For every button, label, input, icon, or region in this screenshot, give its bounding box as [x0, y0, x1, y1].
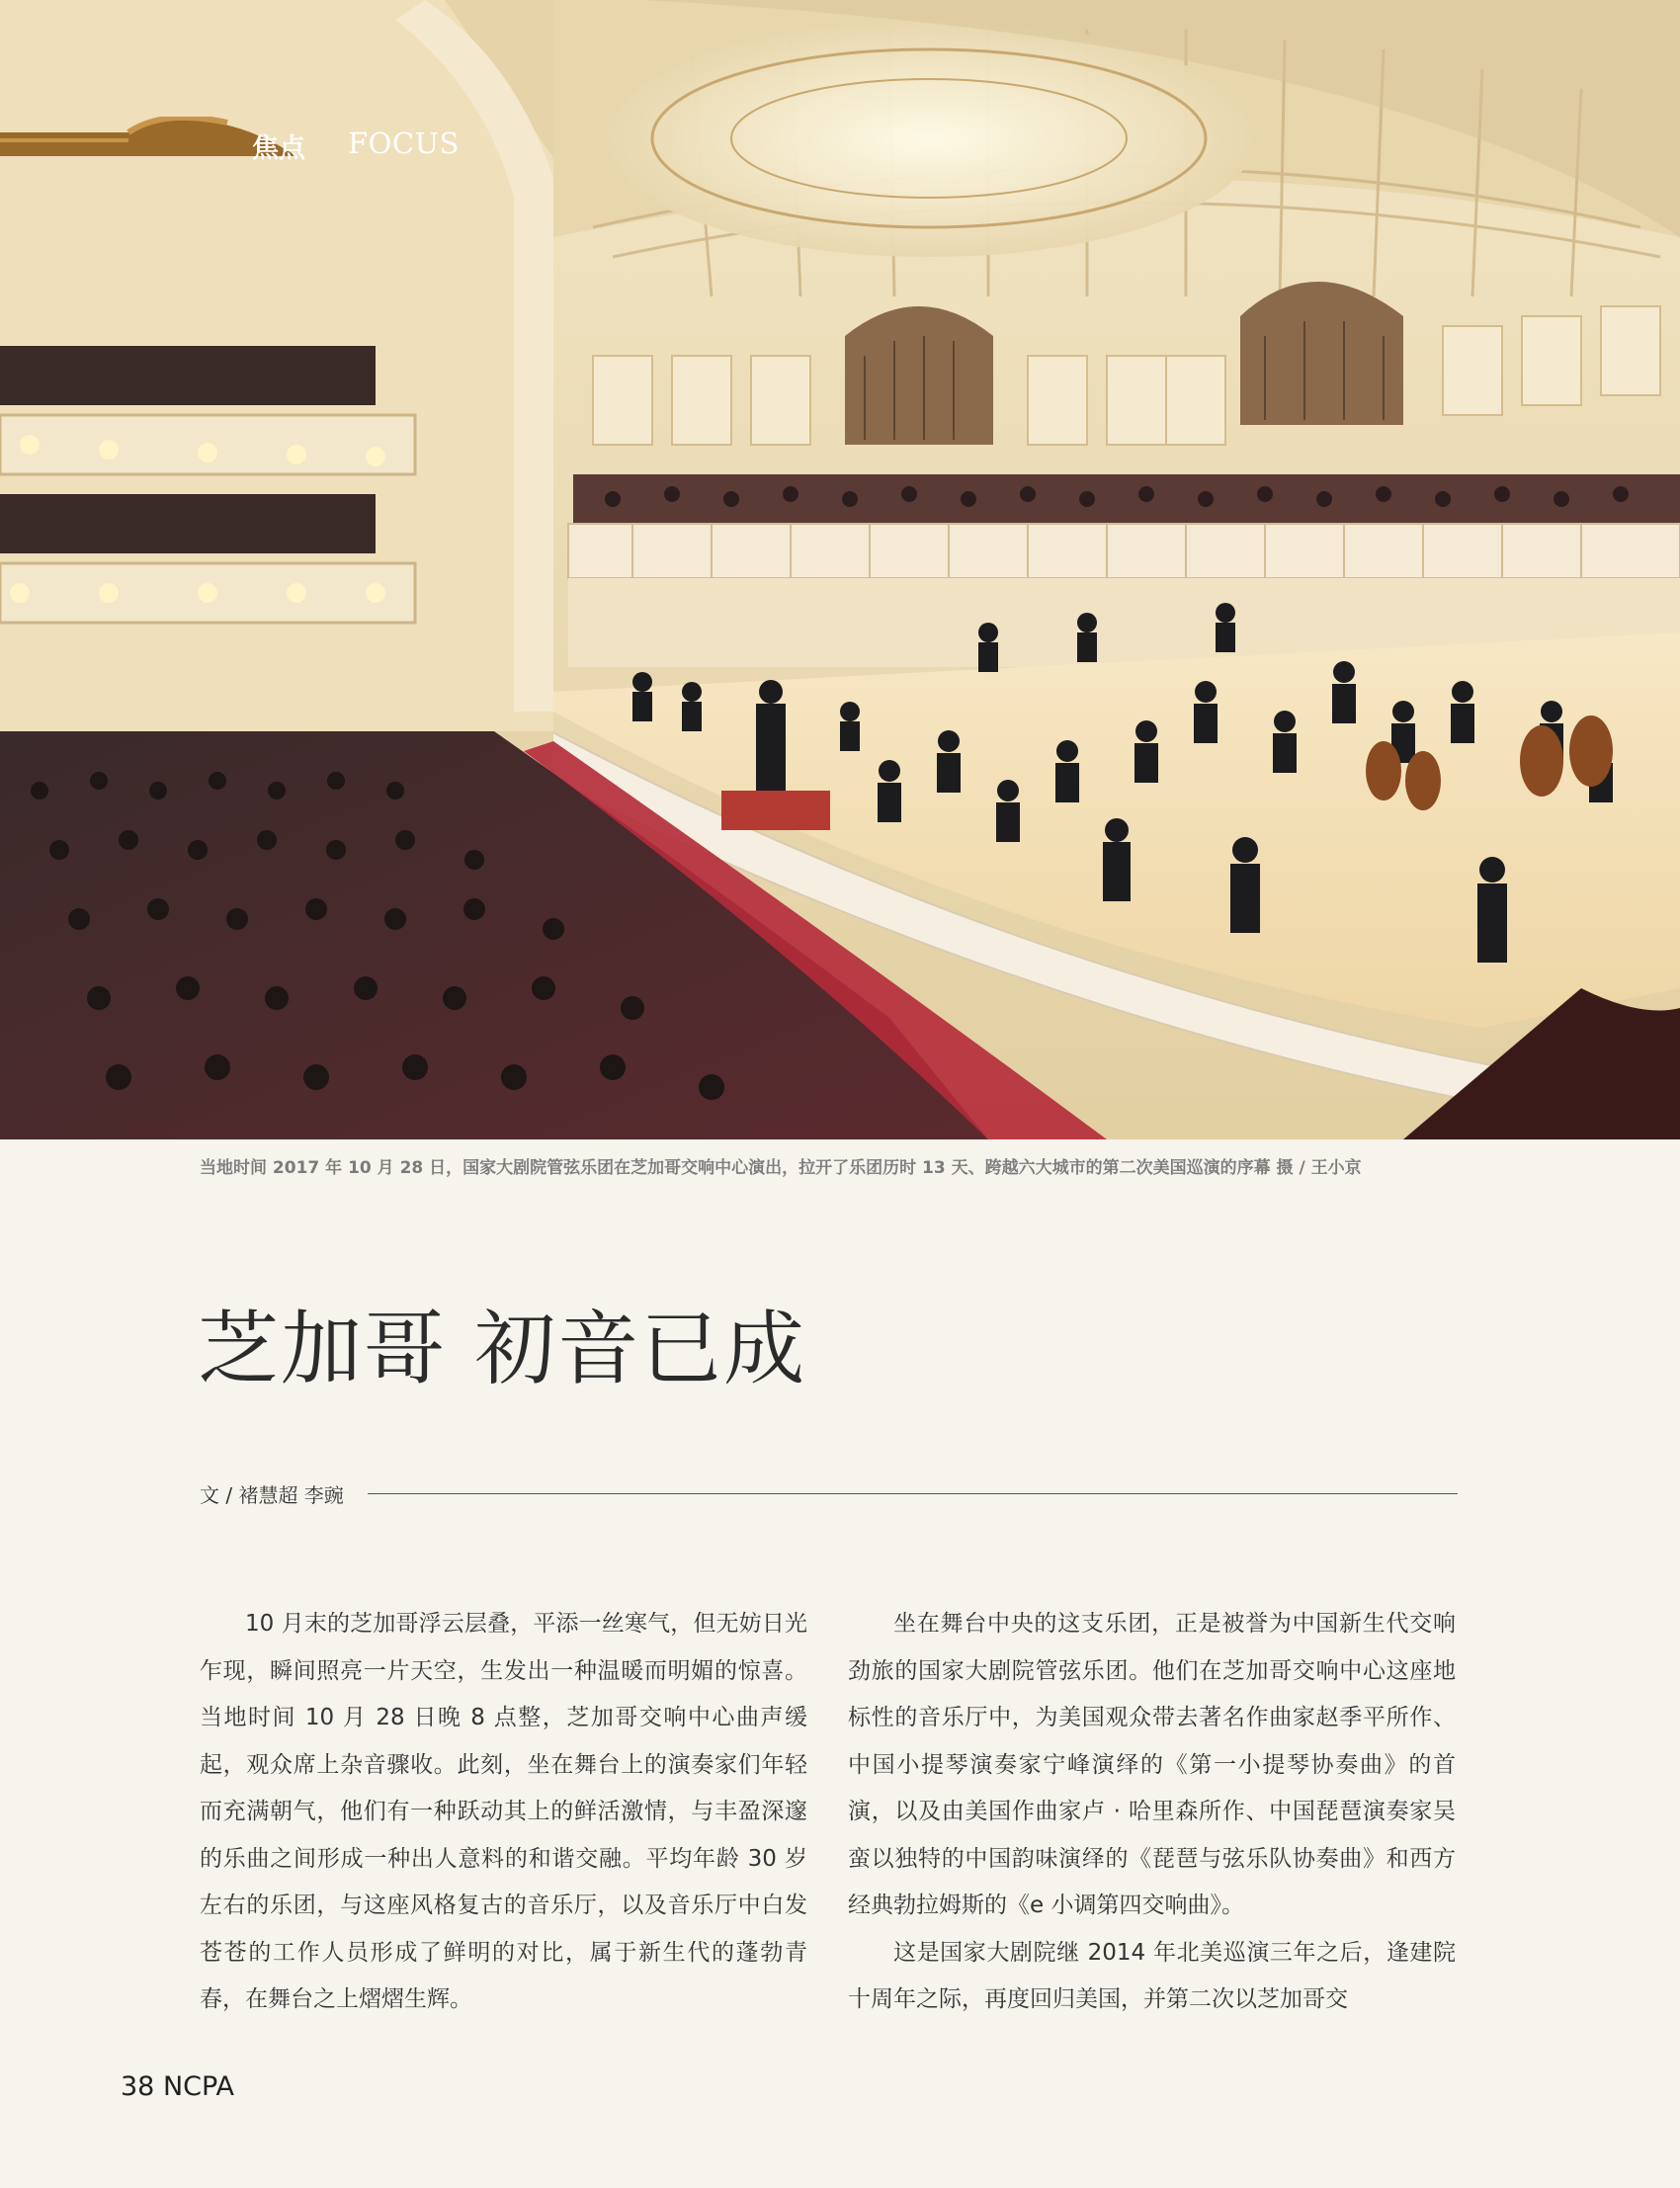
byline-rule	[368, 1493, 1458, 1494]
magazine-name: NCPA	[162, 2071, 235, 2102]
article-column-left	[200, 1601, 807, 2024]
page-folio	[121, 2071, 234, 2102]
section-tag	[0, 117, 474, 168]
photo-caption: 当地时间 2017 年 10 月 28 日，国家大剧院管弦乐团在芝加哥交响中心演出，拉开了乐团历时 13 天、跨越六大城市的第二次美国巡演的序幕 摄 / 王小京	[200, 1158, 1362, 1178]
section-label-en: FOCUS	[348, 126, 460, 160]
article-column-right	[848, 1601, 1456, 2024]
paragraph: 坐在舞台中央的这支乐团，正是被誉为中国新生代交响劲旅的国家大剧院管弦乐团。他们在芝加哥交响中心这座地标性的音乐厅中，为美国观众带去著名作曲家赵季平所作、中国小提琴演奏家宁峰演绎的《第一小提琴协奏曲》的首演，以及由美国作曲家卢 · 哈里森所作、中国琵琶演奏家吴蛮以独特的中国韵味演绎的《琵琶与弦乐队协奏曲》和西方经典勃拉姆斯的《e 小调第四交响曲》。	[848, 1611, 1456, 1918]
paragraph: 这是国家大剧院继 2014 年北美巡演三年之后，逢建院十周年之际，再度回归美国，并第二次以芝加哥交	[848, 1939, 1456, 2012]
section-label-cn: 焦点	[252, 133, 305, 164]
paragraph: 10 月末的芝加哥浮云层叠，平添一丝寒气，但无妨日光乍现，瞬间照亮一片天空，生发出一种温暖而明媚的惊喜。当地时间 10 月 28 日晚 8 点整，芝加哥交响中心曲声缓起，观众席上杂音骤收。此刻，坐在舞台上的演奏家们年轻而充满朝气，他们有一种跃动其上的鲜活激情，与丰盈深邃的乐曲之间形成一种出人意料的和谐交融。平均年龄 30 岁左右的乐团，与这座风格复古的音乐厅，以及音乐厅中白发苍苍的工作人员形成了鲜明的对比，属于新生代的蓬勃青春，在舞台之上熠熠生辉。	[200, 1611, 807, 2012]
byline: 文 / 褚慧超 李豌	[200, 1483, 344, 1507]
article-title: 芝加哥 初音已成	[198, 1303, 807, 1396]
page-number: 38	[121, 2071, 155, 2102]
